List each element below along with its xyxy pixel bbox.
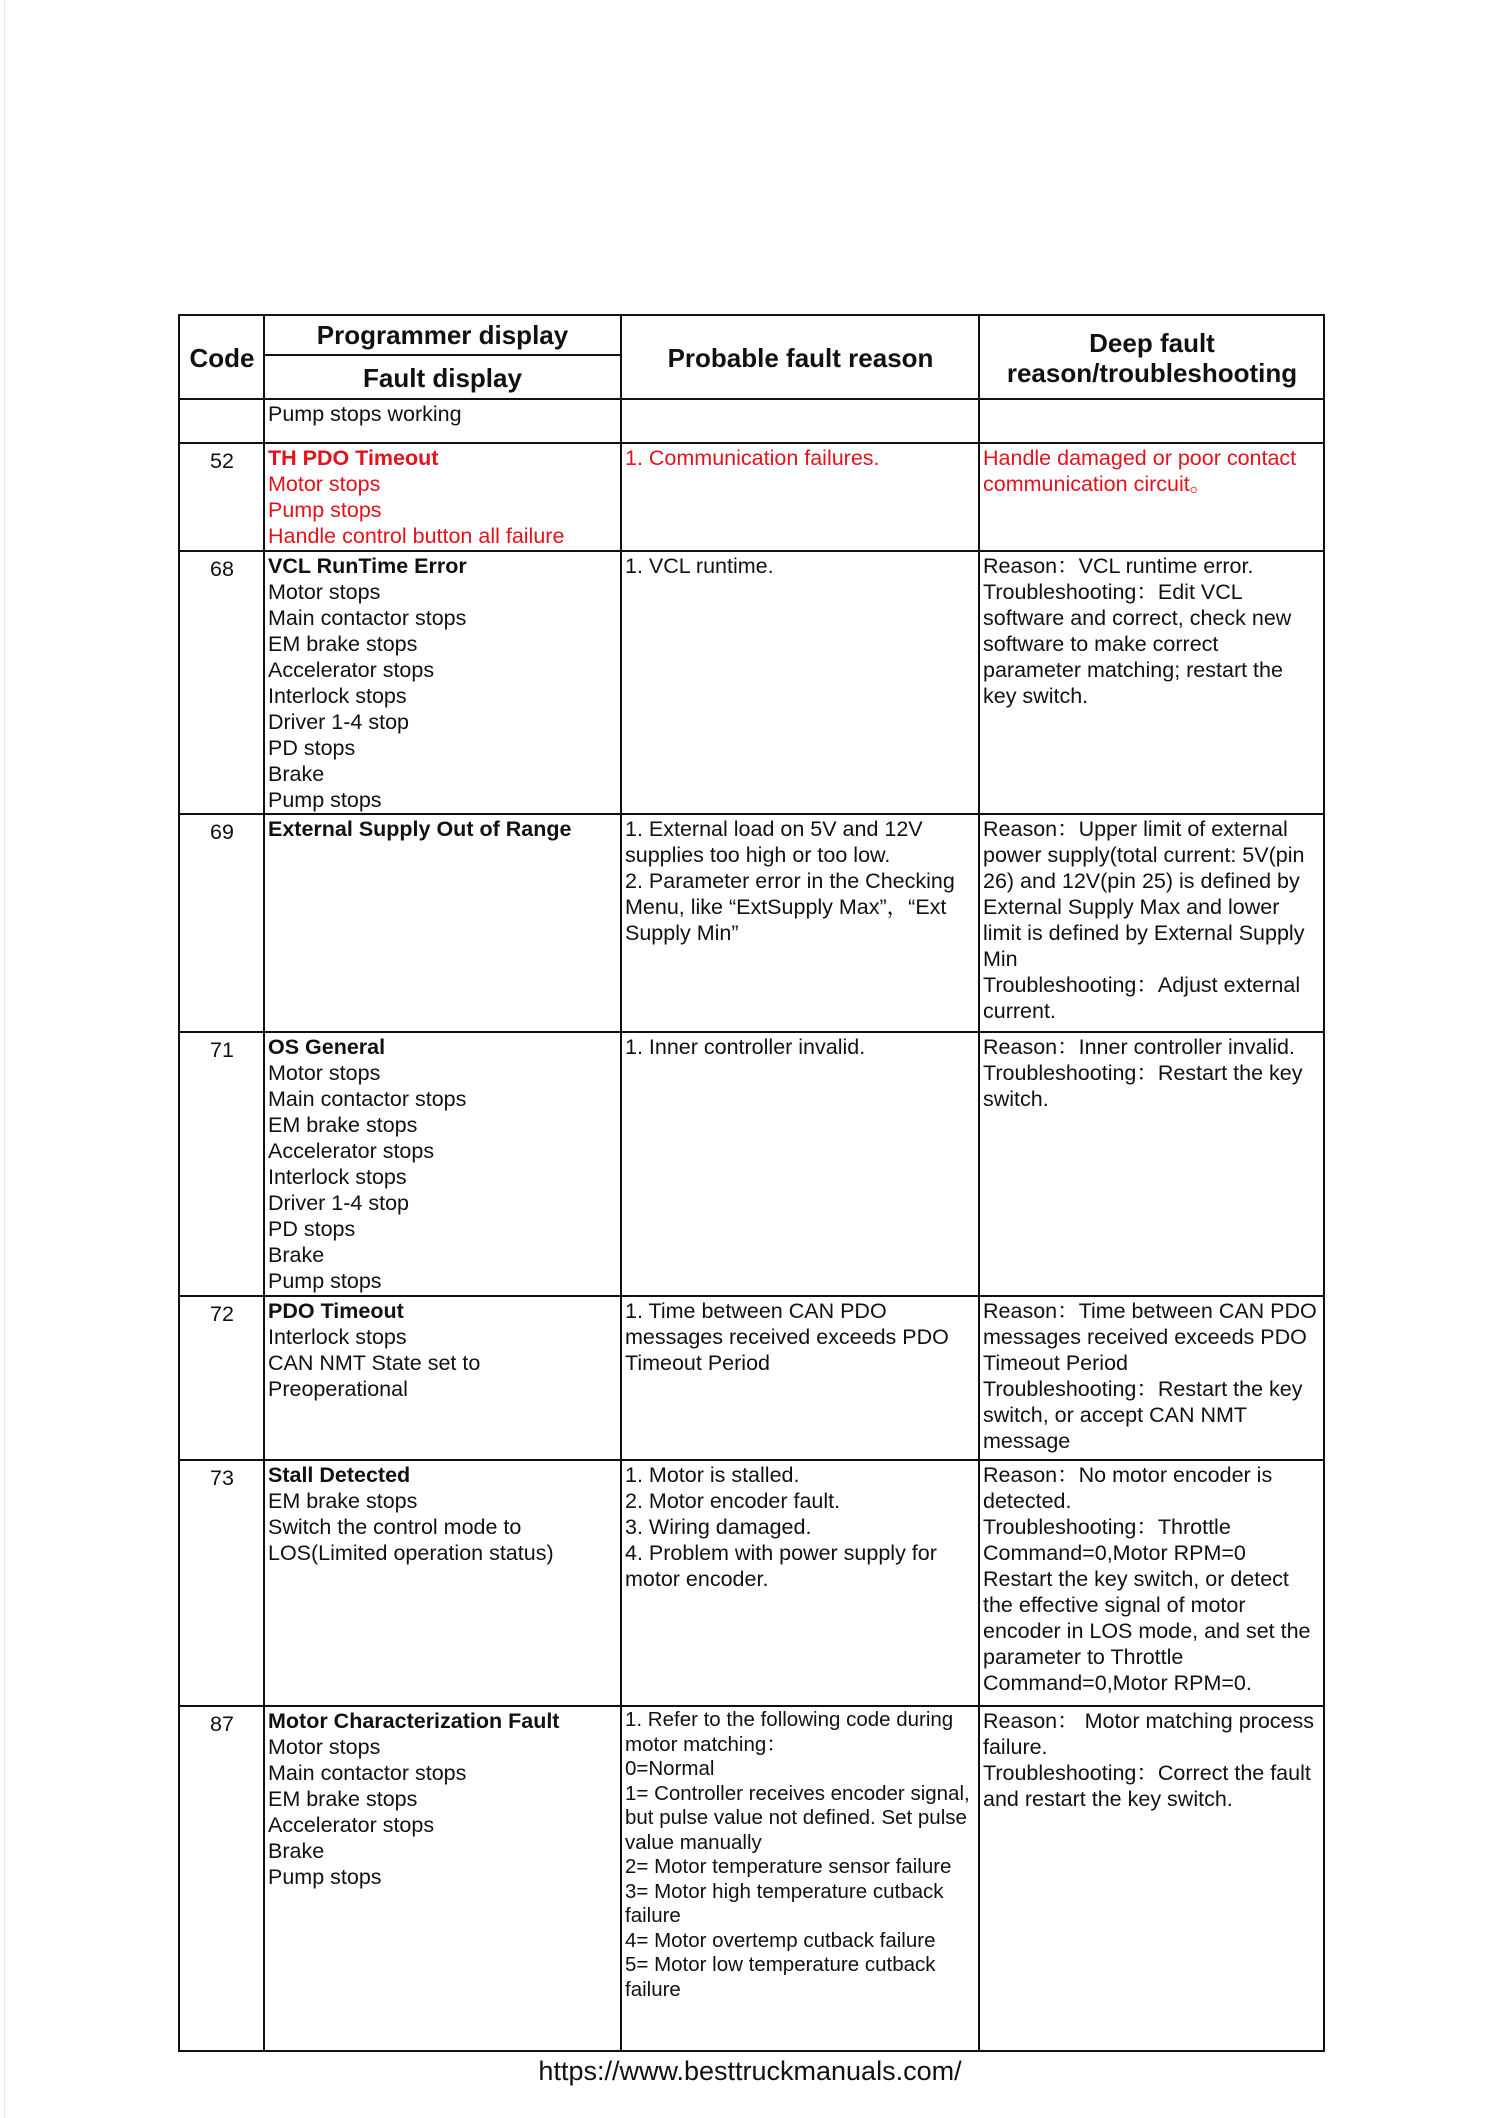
fault-display-cell bbox=[264, 1460, 621, 1706]
probable-reason-cell bbox=[621, 814, 979, 1032]
probable-reason-cell bbox=[621, 551, 979, 814]
probable-reason: 0=Normal bbox=[625, 1757, 715, 1780]
probable-reason: 2= Motor temperature sensor failure bbox=[625, 1855, 952, 1878]
deep-reason-cell bbox=[979, 1460, 1324, 1706]
deep-reason-cell bbox=[979, 1296, 1324, 1460]
fault-effect: Handle control button all failure bbox=[268, 524, 565, 548]
fault-effect: Pump stops bbox=[268, 788, 382, 812]
probable-reason: 4= Motor overtemp cutback failure bbox=[625, 1928, 936, 1952]
fault-effect: Interlock stops bbox=[268, 684, 407, 708]
table-row bbox=[179, 1460, 1324, 1706]
page-edge-line bbox=[4, 0, 5, 2118]
fault-title: OS General bbox=[268, 1035, 386, 1059]
fault-effect: Main contactor stops bbox=[268, 606, 467, 630]
fault-title: Stall Detected bbox=[268, 1463, 411, 1487]
fault-effect: Motor stops bbox=[268, 472, 381, 496]
deep-reason: Reason：No motor encoder is detected. bbox=[983, 1463, 1273, 1513]
carry-over-probable bbox=[621, 399, 979, 443]
fault-code: 68 bbox=[179, 551, 264, 814]
header-display bbox=[264, 315, 621, 399]
fault-effect: Pump stops bbox=[268, 1269, 382, 1293]
fault-effect: Interlock stops bbox=[268, 1325, 407, 1349]
deep-reason: Reason：Inner controller invalid. bbox=[983, 1035, 1295, 1059]
header-fault-display: Fault display bbox=[265, 354, 620, 398]
fault-effect: Accelerator stops bbox=[268, 1813, 435, 1837]
table-row-carry-over bbox=[179, 399, 1324, 443]
probable-reason: 4. Problem with power supply for motor encoder. bbox=[625, 1541, 937, 1591]
troubleshooting: Troubleshooting：Throttle Command=0,Motor RPM=0 Restart the key switch, or detect the effective signal of motor encoder in LOS mode, and set the parameter to Throttle Command=0,Motor RPM=0. bbox=[983, 1515, 1311, 1695]
fault-effect: EM brake stops bbox=[268, 1113, 418, 1137]
deep-reason-cell bbox=[979, 551, 1324, 814]
table-row bbox=[179, 551, 1324, 814]
fault-code: 73 bbox=[179, 1460, 264, 1706]
fault-display-cell bbox=[264, 551, 621, 814]
fault-effect: EM brake stops bbox=[268, 1489, 418, 1513]
table-row bbox=[179, 1706, 1324, 2051]
fault-effect: Pump stops bbox=[268, 498, 382, 522]
fault-code: 71 bbox=[179, 1032, 264, 1296]
probable-reason: 1. External load on 5V and 12V supplies too high or too low. bbox=[625, 817, 923, 867]
fault-effect: Driver 1-4 stop bbox=[268, 1191, 409, 1215]
header-code: Code bbox=[179, 315, 264, 399]
troubleshooting: Troubleshooting：Adjust external current. bbox=[983, 973, 1301, 1023]
fault-effect: Brake bbox=[268, 1243, 325, 1267]
troubleshooting: Troubleshooting：Edit VCL software and correct, check new software to make correct parameter matching; restart the key switch. bbox=[983, 580, 1292, 708]
header-probable-reason: Probable fault reason bbox=[621, 315, 979, 399]
probable-reason: 1. VCL runtime. bbox=[625, 554, 774, 578]
fault-effect: Motor stops bbox=[268, 580, 381, 604]
table-row bbox=[179, 443, 1324, 551]
deep-reason: Reason：Upper limit of external power supply(total current: 5V(pin 26) and 12V(pin 25) is defined by External Supply Max and lower limit is defined by External Supply Min bbox=[983, 817, 1305, 971]
probable-reason: 2. Parameter error in the Checking Menu, like “ExtSupply Max”，“Ext Supply Min” bbox=[625, 869, 955, 945]
fault-display-cell bbox=[264, 1032, 621, 1296]
fault-effect: Brake bbox=[268, 762, 325, 786]
troubleshooting: Troubleshooting：Restart the key switch. bbox=[983, 1061, 1303, 1111]
probable-reason-cell bbox=[621, 1296, 979, 1460]
deep-reason: Reason： Motor matching process failure. bbox=[983, 1709, 1315, 1759]
deep-reason-cell bbox=[979, 1706, 1324, 2051]
deep-reason-cell bbox=[979, 1032, 1324, 1296]
probable-reason: 1. Time between CAN PDO messages received exceeds PDO Timeout Period bbox=[625, 1299, 949, 1375]
fault-title: VCL RunTime Error bbox=[268, 554, 467, 578]
fault-effect: Motor stops bbox=[268, 1061, 381, 1085]
table-row bbox=[179, 1032, 1324, 1296]
fault-effect: Accelerator stops bbox=[268, 658, 435, 682]
probable-reason-cell bbox=[621, 1460, 979, 1706]
fault-effect: Motor stops bbox=[268, 1735, 381, 1759]
deep-reason: Reason：Time between CAN PDO messages received exceeds PDO Timeout Period bbox=[983, 1299, 1317, 1375]
probable-reason-cell bbox=[621, 443, 979, 551]
fault-effect: EM brake stops bbox=[268, 632, 418, 656]
deep-reason-cell bbox=[979, 814, 1324, 1032]
fault-display-cell bbox=[264, 1296, 621, 1460]
carry-over-text: Pump stops working bbox=[268, 402, 462, 426]
probable-reason: 1. Refer to the following code during motor matching： bbox=[625, 1708, 954, 1756]
troubleshooting: Troubleshooting：Correct the fault and restart the key switch. bbox=[983, 1761, 1311, 1811]
fault-display-cell bbox=[264, 1706, 621, 2051]
fault-effect: Accelerator stops bbox=[268, 1139, 435, 1163]
fault-code-table bbox=[178, 314, 1325, 2052]
troubleshooting: Troubleshooting：Restart the key switch, or accept CAN NMT message bbox=[983, 1377, 1303, 1453]
fault-title: External Supply Out of Range bbox=[268, 817, 572, 841]
fault-effect: EM brake stops bbox=[268, 1787, 418, 1811]
probable-reason: 1= Controller receives encoder signal, but pulse value not defined. Set pulse value manually bbox=[625, 1781, 970, 1854]
fault-effect: Main contactor stops bbox=[268, 1087, 467, 1111]
probable-reason: 1. Inner controller invalid. bbox=[625, 1035, 866, 1059]
fault-code: 87 bbox=[179, 1706, 264, 2051]
fault-effect: CAN NMT State set to Preoperational bbox=[268, 1351, 481, 1401]
fault-effect: Brake bbox=[268, 1839, 325, 1863]
carry-over-code bbox=[179, 399, 264, 443]
fault-effect: Interlock stops bbox=[268, 1165, 407, 1189]
header-programmer-display: Programmer display bbox=[316, 320, 569, 350]
deep-reason: Handle damaged or poor contact communication circuit。 bbox=[983, 446, 1297, 496]
fault-effect: Switch the control mode to LOS(Limited operation status) bbox=[268, 1515, 554, 1565]
probable-reason: 5= Motor low temperature cutback failure bbox=[625, 1953, 936, 2001]
fault-title: TH PDO Timeout bbox=[268, 446, 439, 470]
fault-code: 72 bbox=[179, 1296, 264, 1460]
probable-reason-cell bbox=[621, 1032, 979, 1296]
probable-reason: 1. Motor is stalled. bbox=[625, 1463, 800, 1487]
fault-effect: PD stops bbox=[268, 1217, 356, 1241]
fault-code: 69 bbox=[179, 814, 264, 1032]
table-row bbox=[179, 1296, 1324, 1460]
fault-title: PDO Timeout bbox=[268, 1299, 404, 1323]
fault-effect: Main contactor stops bbox=[268, 1761, 467, 1785]
fault-effect: Driver 1-4 stop bbox=[268, 710, 409, 734]
fault-title: Motor Characterization Fault bbox=[268, 1709, 560, 1733]
fault-display-cell bbox=[264, 443, 621, 551]
probable-reason: 2. Motor encoder fault. bbox=[625, 1489, 841, 1513]
table-header-row bbox=[179, 315, 1324, 399]
probable-reason: 1. Communication failures. bbox=[625, 446, 880, 470]
probable-reason-cell bbox=[621, 1706, 979, 2051]
header-deep-reason: Deep fault reason/troubleshooting bbox=[979, 315, 1324, 399]
carry-over-deep bbox=[979, 399, 1324, 443]
table-row bbox=[179, 814, 1324, 1032]
fault-effect: Pump stops bbox=[268, 1865, 382, 1889]
probable-reason: 3= Motor high temperature cutback failure bbox=[625, 1879, 944, 1927]
fault-effect: PD stops bbox=[268, 736, 356, 760]
probable-reason: 3. Wiring damaged. bbox=[625, 1515, 812, 1539]
deep-reason-cell bbox=[979, 443, 1324, 551]
fault-display-cell bbox=[264, 814, 621, 1032]
deep-reason: Reason：VCL runtime error. bbox=[983, 554, 1254, 578]
carry-over-display bbox=[264, 399, 621, 443]
fault-code: 52 bbox=[179, 443, 264, 551]
footer-url[interactable]: https://www.besttruckmanuals.com/ bbox=[538, 2056, 962, 2086]
